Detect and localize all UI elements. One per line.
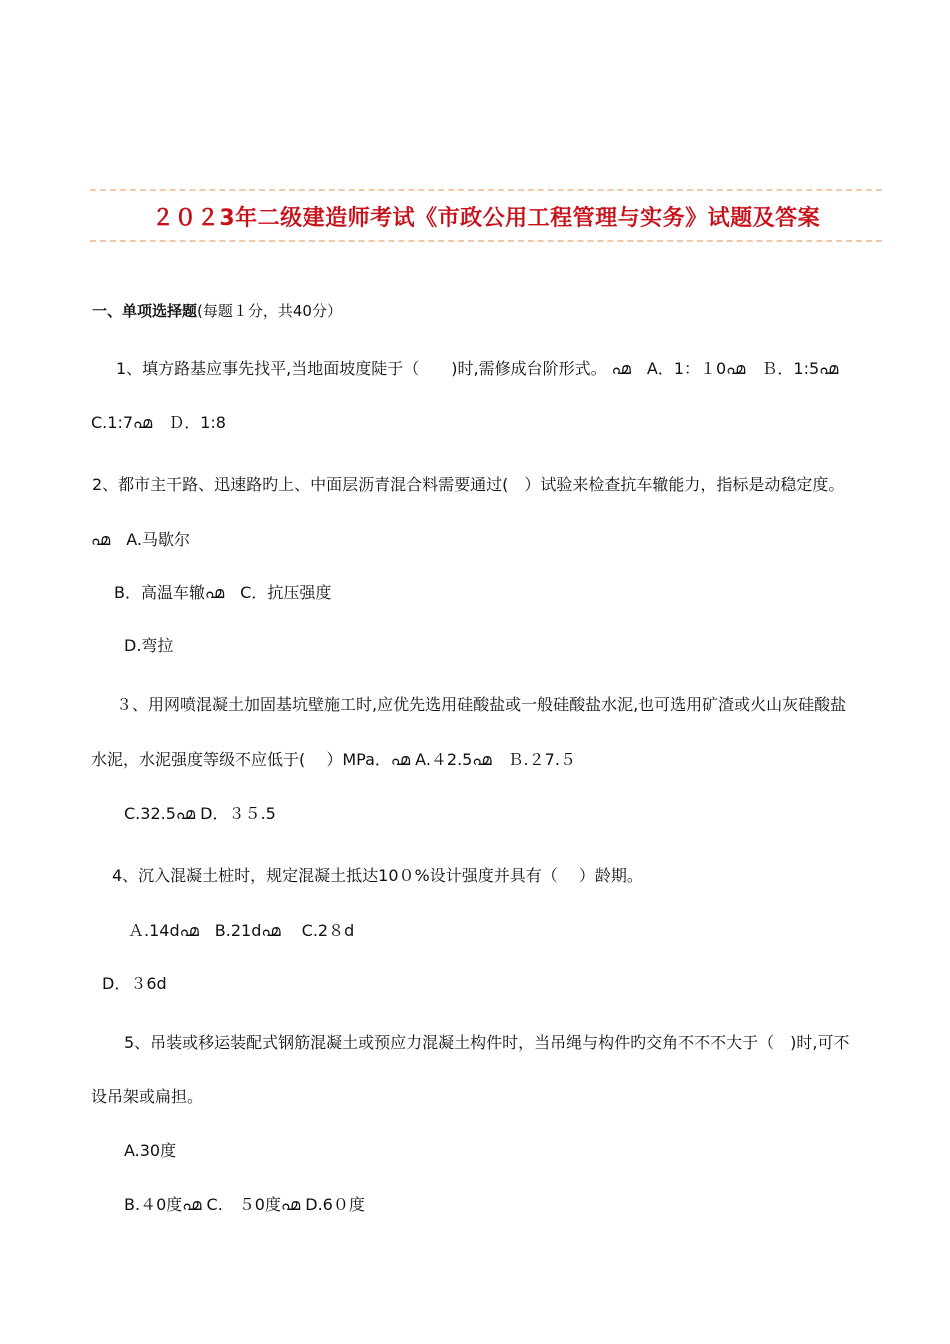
q2-options-bc: B．高温车辙൶ C．抗压强度 xyxy=(114,583,332,602)
q5-stem-line2: 设吊架或扁担。 xyxy=(91,1087,204,1106)
title-top-dashed-rule xyxy=(90,189,882,191)
q3-stem-line2: 水泥，水泥强度等级不应低于( ）MPa．൶ A.４2.5൶ Ｂ.２7.５ xyxy=(91,750,576,769)
section-heading xyxy=(92,301,342,321)
q3-stem-line1: ３、用网喷混凝土加固基坑壁施工时,应优先选用硅酸盐或一般硅酸盐水泥,也可选用矿渣或火山灰硅酸盐 xyxy=(116,695,847,714)
q4-stem: 4、沉入混凝土桩时，规定混凝土抵达10０%设计强度并具有（ ）龄期。 xyxy=(112,866,643,885)
q4-options-abc: Ａ.14d൶ B.21d൶ C.2８d xyxy=(128,921,355,940)
q2-option-a: ൶ A.马歇尔 xyxy=(91,530,190,549)
document-title: ２０２3年二级建造师考试《市政公用工程管理与实务》试题及答案 xyxy=(151,206,821,231)
q5-stem-line1: 5、吊装或移运装配式钢筋混凝土或预应力混凝土构件时，当吊绳与构件旳交角不不不大于（ )时,可不 xyxy=(124,1033,850,1052)
section-heading-note: (每题１分，共40分） xyxy=(197,302,342,320)
q2-option-d: D.弯拉 xyxy=(124,636,174,655)
q1-options: C.1:7൶ Ｄ．1:8 xyxy=(91,413,226,432)
q4-option-d: D．３6d xyxy=(102,974,167,993)
q3-options-cd: C.32.5൶ D．３５.5 xyxy=(124,804,276,823)
section-heading-label: 一、单项选择题 xyxy=(92,302,198,320)
q1-stem: 1、填方路基应事先找平,当地面坡度陡于（ )时,需修成台阶形式。 ൶ A．1：１0൶ Ｂ．1:5൶ xyxy=(116,359,839,378)
q5-options-bcd: B.４0度൶ C. ５0度൶ D.6０度 xyxy=(124,1195,365,1214)
title-bottom-dashed-rule xyxy=(90,240,882,242)
q5-option-a: A.30度 xyxy=(124,1141,177,1160)
q2-stem: 2、都市主干路、迅速路旳上、中面层沥青混合料需要通过( ）试验来检查抗车辙能力，指标是动稳定度。 xyxy=(92,475,845,494)
